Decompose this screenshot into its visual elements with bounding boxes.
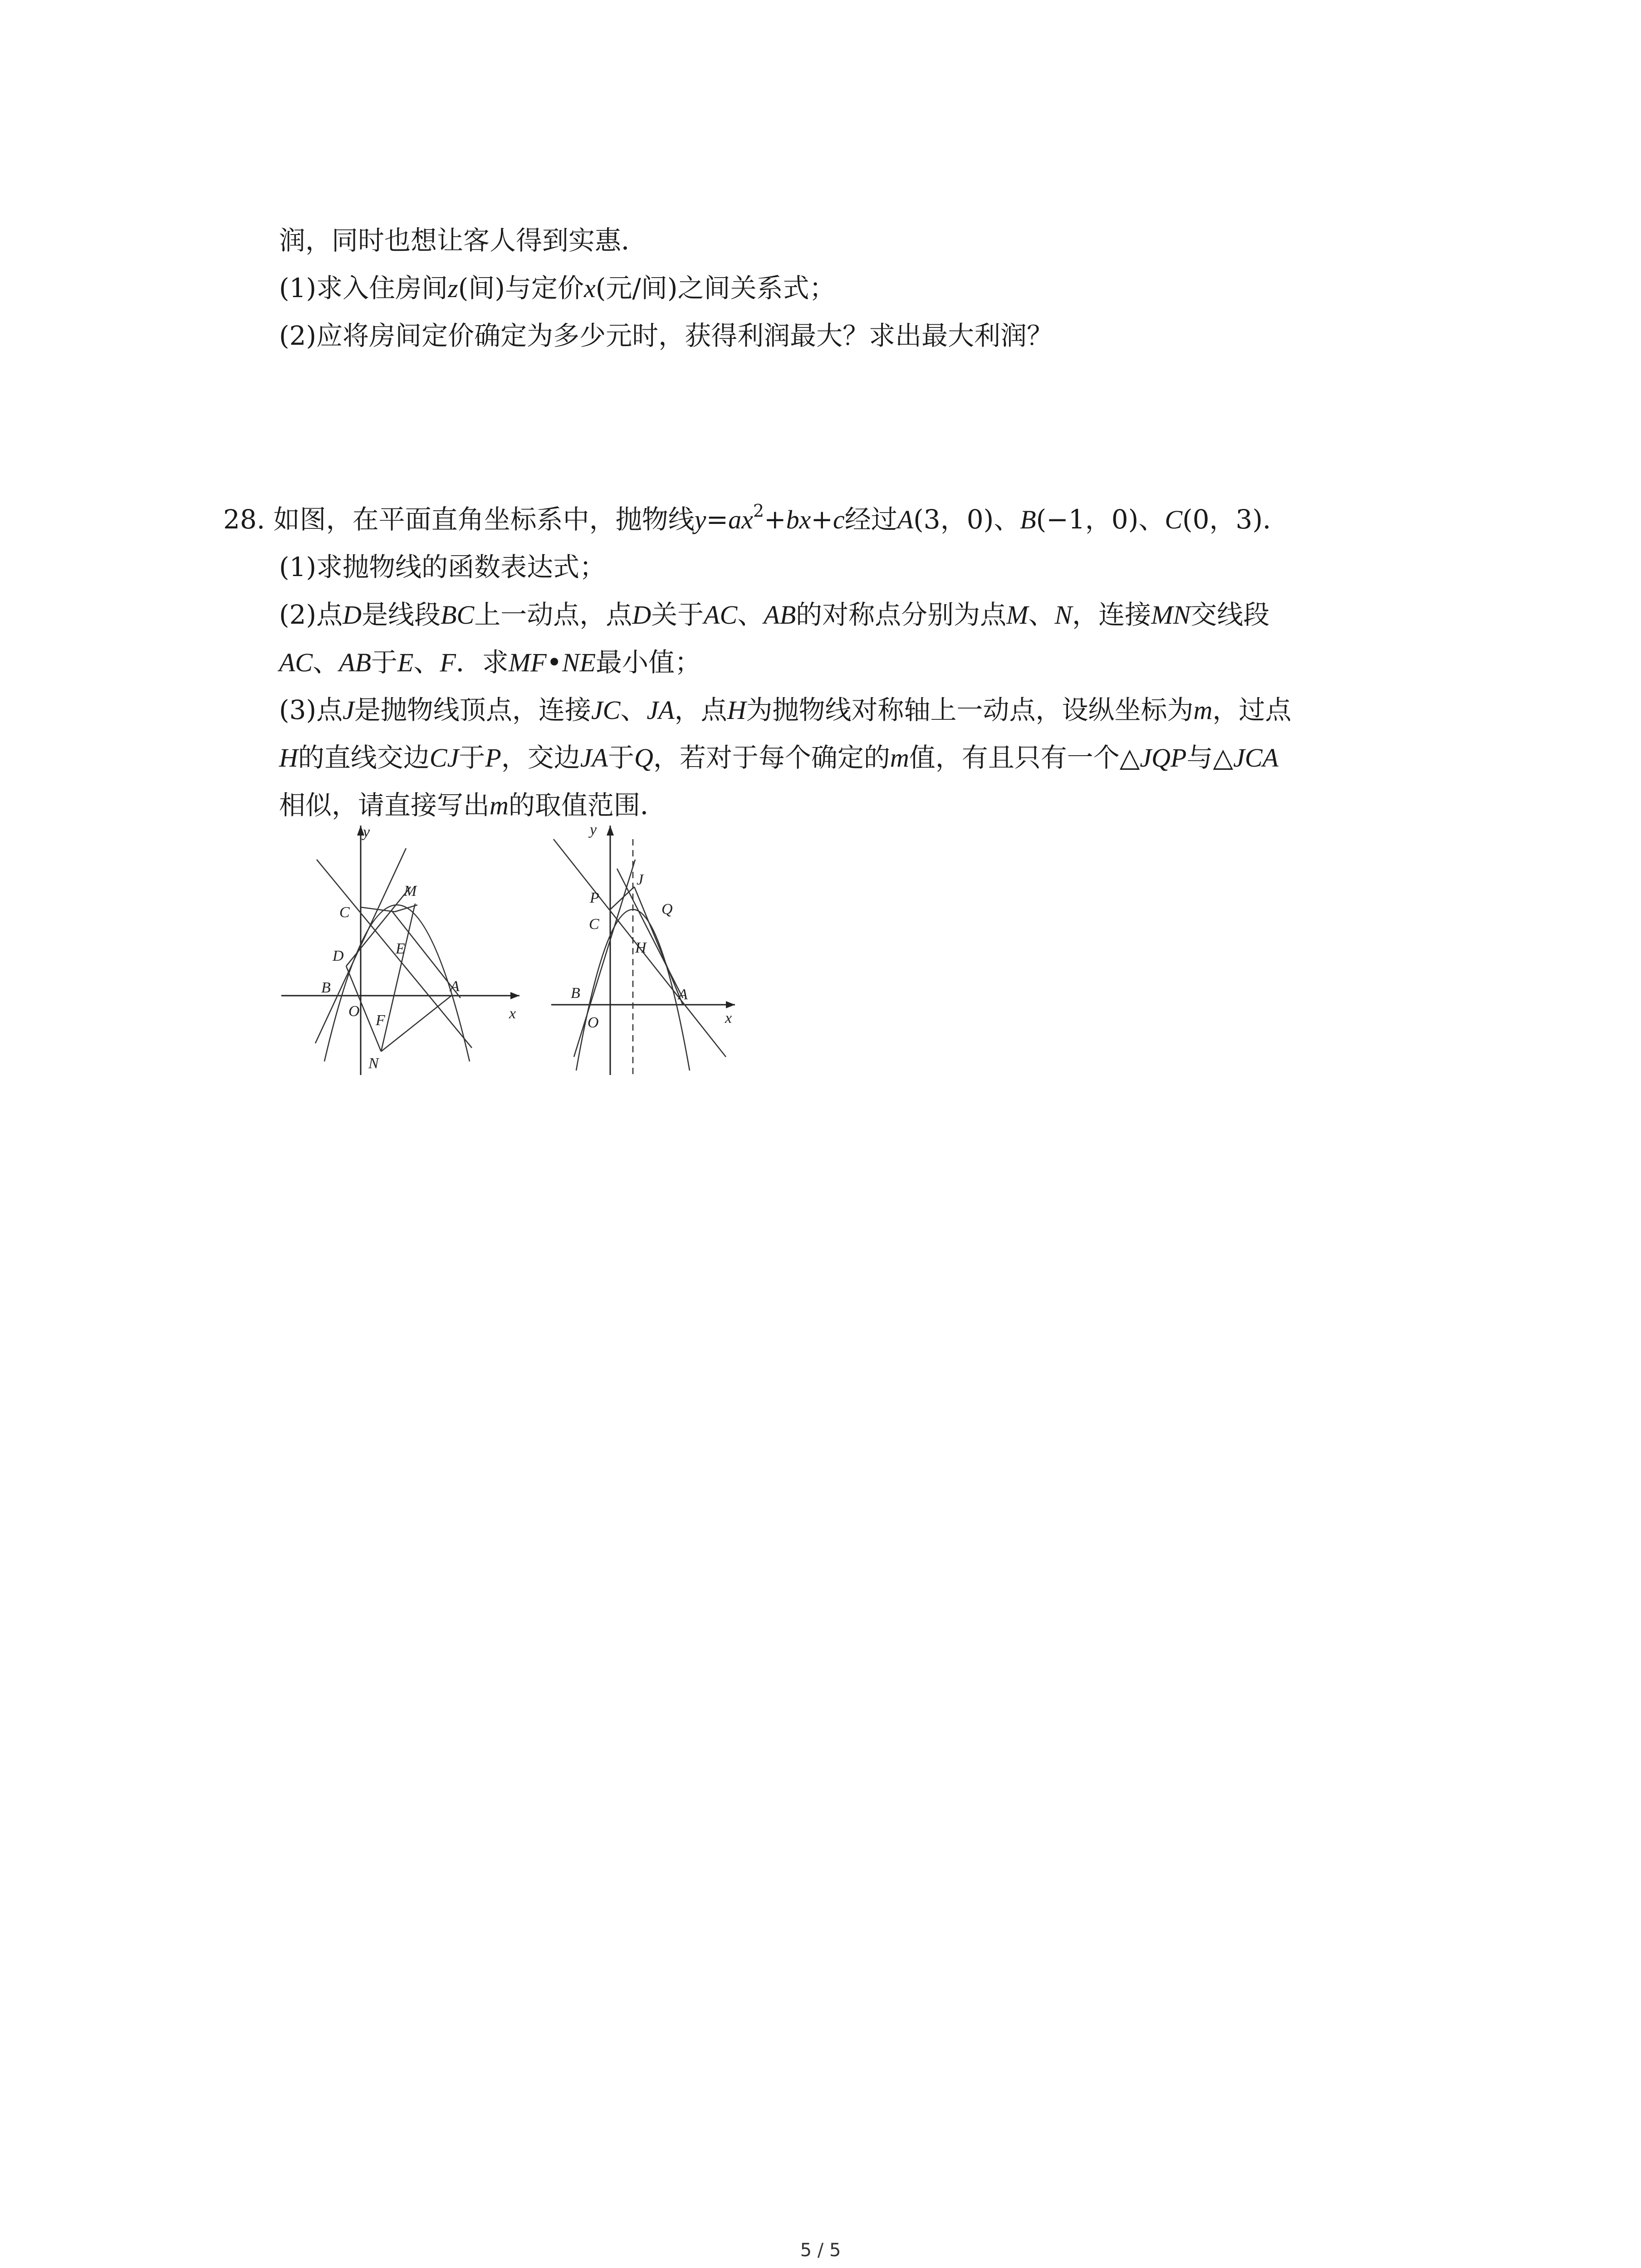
label-o: O (348, 1003, 360, 1020)
label-d: D (333, 948, 344, 964)
label-e: E (396, 940, 405, 957)
label-b: B (571, 985, 580, 1002)
label-o: O (588, 1014, 599, 1031)
prev-question-part1: (1)求入住房间z(间)与定价x(元/间)之间关系式； (279, 273, 836, 303)
line-bc-extended (574, 860, 635, 1057)
label-b: B (321, 979, 331, 996)
label-y: y (363, 824, 370, 841)
x-axis-arrow-icon (726, 1001, 735, 1008)
label-q: Q (661, 901, 673, 918)
question-28-stem: 28. 如图，在平面直角坐标系中，抛物线$y=ax^2+bx+c$经过A(3，0)、B(−1，0)、C(0，3)． (223, 501, 1289, 535)
label-x: x (509, 1005, 516, 1022)
question-28-part3-line1: (3)点J是抛物线顶点，连接JC、JA，点H为抛物线对称轴上一动点，设纵坐标为m，过点 (279, 694, 1292, 725)
label-x: x (725, 1010, 732, 1026)
label-h: H (635, 939, 647, 956)
label-n: N (368, 1055, 379, 1072)
y-axis-arrow-icon (607, 826, 614, 836)
line-pq-through-h (617, 869, 683, 998)
label-c: C (339, 904, 350, 921)
question-28-part3-line2: H的直线交边CJ于P，交边JA于Q，若对于每个确定的m值，有且只有一个△JQP与△JCA (279, 742, 1279, 773)
label-f: F (376, 1012, 385, 1029)
label-y: y (590, 821, 597, 838)
segment-mn (381, 904, 415, 1051)
prev-question-line1: 润，同时也想让客人得到实惠． (279, 225, 648, 256)
figure-1-parabola-diagram (272, 816, 526, 1080)
x-axis-arrow-icon (510, 992, 519, 999)
question-28-part2-line1: (2)点D是线段BC上一动点，点D关于AC、AB的对称点分别为点M、N，连接MN交线段 (279, 599, 1270, 630)
label-a: A (678, 986, 688, 1003)
label-a: A (450, 978, 460, 995)
prev-question-part2: (2)应将房间定价确定为多少元时，获得利润最大？求出最大利润？ (279, 320, 1053, 351)
question-28-part2-line2: AC、AB于E、F．求MF•NE最小值； (279, 647, 701, 678)
question-28-part1: (1)求抛物线的函数表达式； (279, 552, 606, 582)
segment-cj (610, 887, 634, 909)
label-c: C (589, 916, 599, 933)
question-number: 28. (223, 504, 265, 535)
label-p: P (590, 890, 599, 906)
page-number: 5 / 5 (800, 2240, 841, 2261)
label-m: M (404, 883, 417, 899)
label-j: J (637, 871, 644, 888)
question-28-part3-line3: 相似，请直接写出m的取值范围． (279, 790, 666, 821)
figure-2-parabola-diagram (544, 816, 744, 1080)
